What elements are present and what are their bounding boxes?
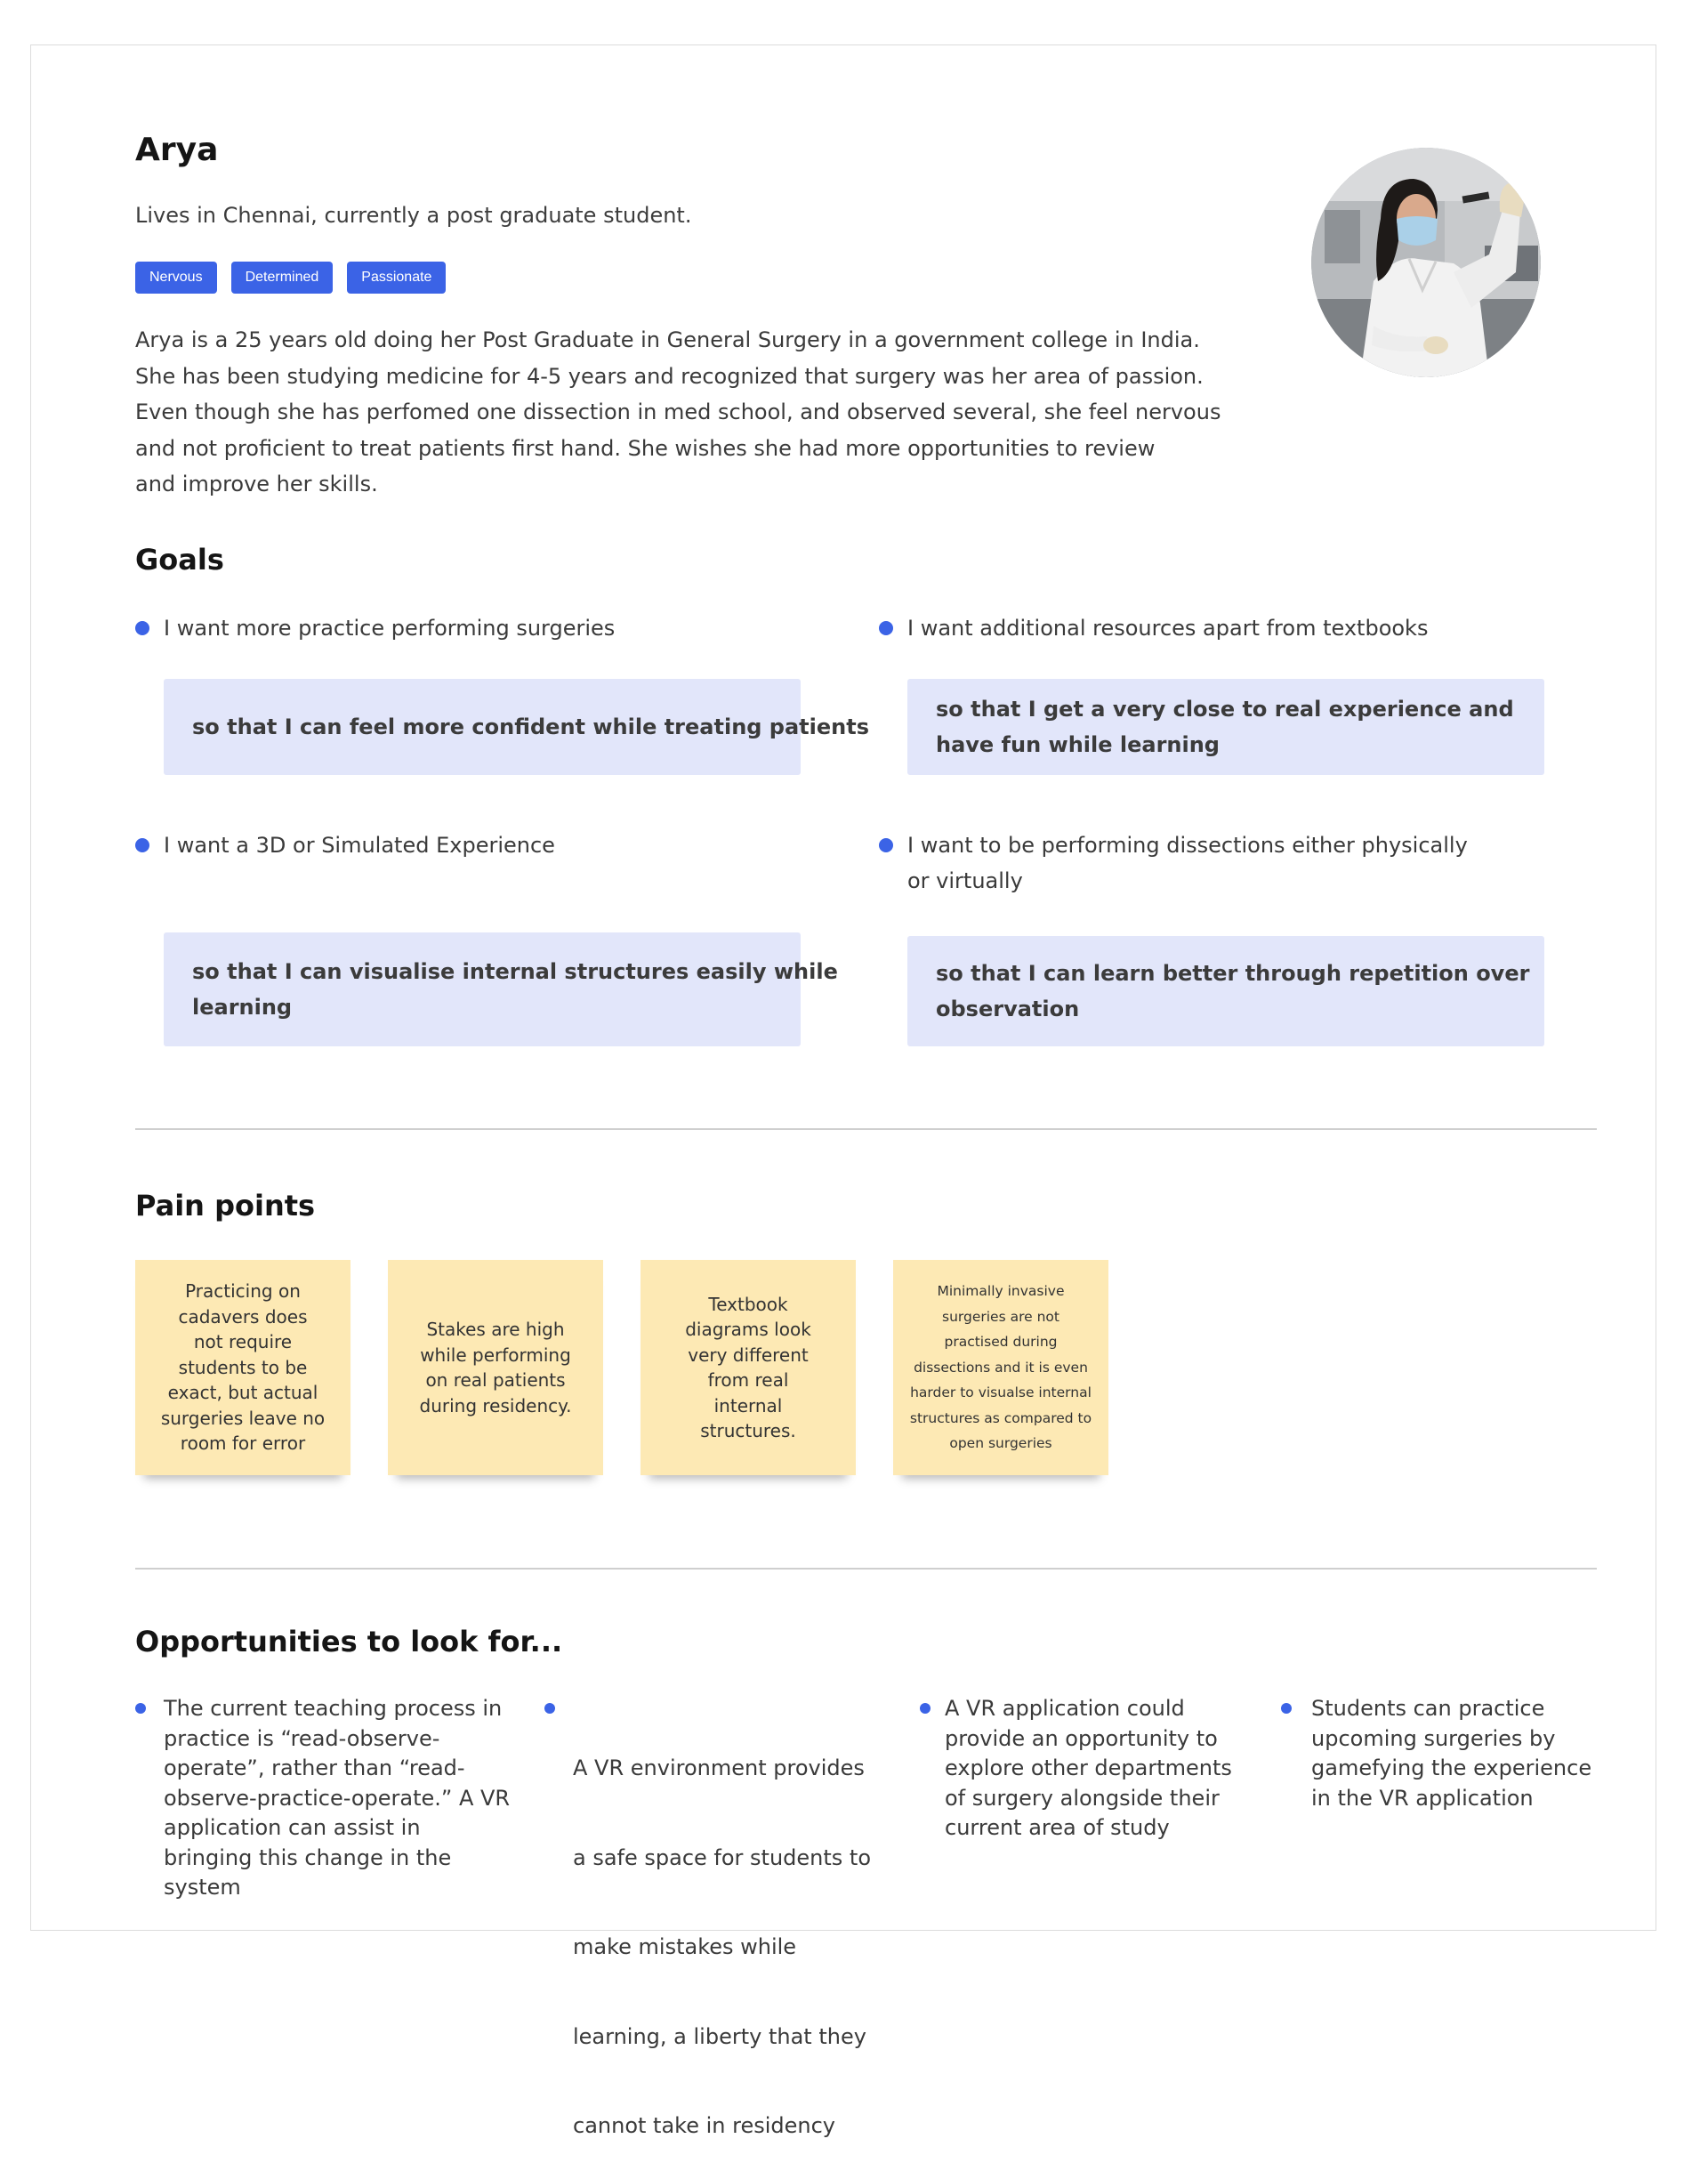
trait-tag: Passionate [347,262,446,294]
bullet-icon [879,621,893,635]
goal-want [164,827,555,863]
note-line: Practicing on [185,1280,301,1303]
goal-so-that [164,679,870,775]
goal-want-line: I want more practice performing surgeries [164,616,616,641]
bullet-icon [135,1703,146,1714]
note-line: students to be [178,1356,308,1378]
note-line: open surgeries [949,1435,1052,1452]
goal-so-that-line: have fun while learning [936,732,1220,757]
goal-so-that-line: so that I can visualise internal structures easily while [192,959,838,984]
goal-so-that-line: observation [936,997,1080,1021]
opportunity-item [573,1694,871,2171]
opportunity-line: bringing this change in the [164,1844,452,1870]
note-line: structures. [700,1420,796,1441]
opportunity-line: in the VR application [1311,1785,1534,1811]
persona-bio [135,322,1221,503]
opportunity-line: A VR environment provides [573,1755,865,1780]
note-line: Minimally invasive [937,1283,1065,1300]
note-line: harder to visualse internal [910,1384,1092,1401]
note-line: very different [688,1344,809,1366]
trait-tag: Determined [231,262,334,294]
pain-point-note [135,1260,350,1475]
goal-want-line: I want a 3D or Simulated Experience [164,833,555,858]
opportunity-line: cannot take in residency [573,2113,835,2138]
bio-line: She has been studying medicine for 4-5 years and recognized that surgery was her area of passion. [135,363,1204,389]
goal-want-line: or virtually [907,868,1023,893]
bullet-icon [879,838,893,852]
note-line: structures as compared to [909,1409,1092,1426]
note-line: Stakes are high [426,1319,565,1340]
note-line: Textbook [708,1293,788,1315]
opportunity-line: gamefying the experience [1311,1755,1592,1780]
goal-want-line: I want additional resources apart from textbooks [907,616,1429,641]
opportunity-line: upcoming surgeries by [1311,1725,1556,1751]
opportunity-line: a safe space for students to [573,1844,872,1870]
bullet-icon [920,1703,931,1714]
bio-line: and not proficient to treat patients first hand. She wishes she had more opportunities to review [135,435,1156,461]
trait-tag: Nervous [135,262,217,294]
note-line: dissections and it is even [914,1359,1088,1376]
note-line: from real [707,1369,789,1391]
section-divider [135,1128,1597,1130]
section-divider [135,1568,1597,1570]
persona-name: Arya [135,132,219,168]
bio-line: Arya is a 25 years old doing her Post Graduate in General Surgery in a government college in India. [135,327,1200,352]
pain-point-note [893,1260,1108,1475]
goal-want [907,827,1468,899]
goal-so-that-line: so that I can feel more confident while treating patients [192,714,870,739]
note-line: practised during [944,1334,1058,1351]
note-line: internal [713,1394,783,1416]
opportunity-line: A VR application could [945,1696,1185,1721]
opportunity-line: make mistakes while [573,1934,797,1959]
goal-want [164,610,615,646]
opportunity-line: practice is “read-observe- [164,1725,440,1751]
goal-so-that-line: so that I can learn better through repetition over [936,961,1530,986]
opportunity-line: explore other departments [945,1755,1232,1780]
note-line: surgeries are not [942,1308,1059,1325]
persona-avatar [1311,148,1541,377]
bullet-icon [135,838,149,852]
goal-so-that [907,936,1544,1046]
note-line: surgeries leave no [160,1407,326,1429]
goals-title: Goals [135,543,224,577]
bio-line: Even though she has perfomed one dissection in med school, and observed several, she feel nervous [135,399,1221,424]
trait-tags [135,262,446,294]
opportunities-title: Opportunities to look for... [135,1625,563,1659]
bio-line: and improve her skills. [135,472,378,496]
bullet-icon [1281,1703,1292,1714]
pain-point-note [388,1260,603,1475]
pain-points-title: Pain points [135,1189,316,1223]
opportunity-line: system [164,1875,241,1900]
goal-so-that [907,679,1544,775]
note-line: diagrams look [685,1319,811,1340]
note-line: room for error [180,1433,306,1455]
goal-so-that-line: so that I get a very close to real experience and [936,697,1514,722]
opportunity-line: current area of study [945,1815,1170,1840]
persona-photo-icon [1311,148,1541,377]
note-line: while performing [420,1344,571,1366]
opportunity-item [164,1694,510,1903]
opportunity-line: learning, a liberty that they [573,2023,866,2049]
goal-so-that [164,932,838,1046]
note-line: exact, but actual [167,1382,318,1404]
goal-want-line: I want to be performing dissections either physically [907,833,1468,858]
note-line: cadavers does [178,1305,308,1328]
goal-so-that-line: learning [192,995,293,1020]
opportunity-item [945,1694,1232,1844]
persona-subtitle: Lives in Chennai, currently a post graduate student. [135,203,692,228]
opportunity-item [1311,1694,1591,1813]
opportunity-line: The current teaching process in [164,1696,503,1721]
pain-point-note [640,1260,856,1475]
bullet-icon [544,1703,555,1714]
opportunity-line: observe-practice-operate.” A VR [164,1785,511,1811]
note-line: not require [193,1331,293,1353]
opportunity-line: of surgery alongside their [945,1785,1220,1811]
bullet-icon [135,621,149,635]
note-line: during residency. [419,1394,572,1416]
goal-want [907,610,1428,646]
opportunity-line: Students can practice [1311,1696,1545,1721]
opportunity-line: operate”, rather than “read- [164,1755,465,1780]
note-line: on real patients [425,1369,566,1391]
opportunity-line: application can assist in [164,1815,421,1840]
opportunity-line: provide an opportunity to [945,1725,1218,1751]
